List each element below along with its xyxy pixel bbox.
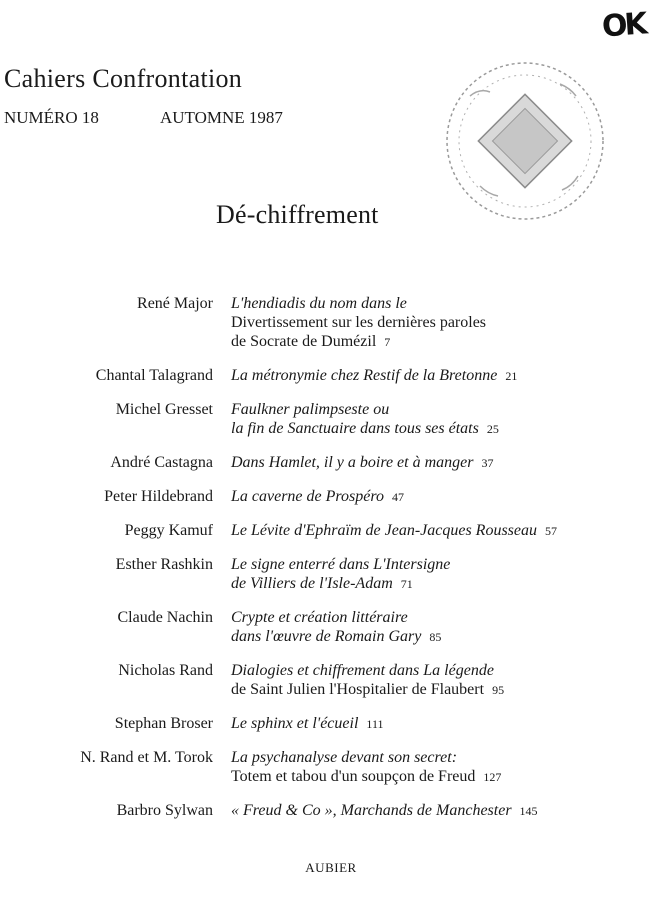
toc-author: André Castagna (110, 454, 213, 471)
toc-entry (0, 521, 662, 541)
toc-entry (0, 555, 662, 594)
toc-title: Crypte et création littéraire dans l'œuvre de Romain Gary 85 (231, 609, 442, 645)
toc-entry (0, 400, 662, 439)
toc-entry (0, 608, 662, 647)
toc-page: 145 (519, 804, 538, 818)
journal-title: Cahiers Confrontation (4, 64, 243, 93)
toc-author: Michel Gresset (115, 401, 213, 418)
toc-author: Stephan Broser (114, 715, 213, 732)
toc-author: René Major (137, 295, 213, 312)
toc-page: 57 (545, 524, 558, 538)
toc-title: Faulkner palimpseste ou la fin de Sanctuaire dans tous ses états 25 (231, 401, 499, 437)
toc-entry (0, 487, 662, 507)
toc-page: 71 (400, 577, 413, 591)
toc-title: L'hendiadis du nom dans le Divertissement sur les dernières paroles de Socrate de Dumézil 7 (231, 295, 487, 350)
toc-entry (0, 801, 662, 821)
toc-entry (0, 366, 662, 386)
toc-entry (0, 661, 662, 700)
toc-author: Peter Hildebrand (104, 488, 213, 505)
toc-page: 25 (486, 422, 499, 436)
toc-page: 47 (392, 490, 404, 504)
toc-page: 21 (505, 369, 518, 383)
toc-author: Barbro Sylwan (116, 802, 213, 819)
issue-theme: Dé-chiffrement (216, 200, 379, 229)
toc-page: 111 (366, 717, 384, 731)
toc-title: « Freud & Co », Marchands de Manchester 145 (231, 802, 538, 819)
toc-page: 85 (429, 630, 442, 644)
toc-entry (0, 748, 662, 787)
publisher-name: AUBIER (305, 860, 357, 875)
toc-author: Claude Nachin (117, 609, 213, 626)
toc-page: 95 (492, 683, 505, 697)
toc-title: Le Lévite d'Ephraïm de Jean-Jacques Rousseau 57 (231, 522, 558, 539)
table-of-contents (0, 294, 662, 835)
toc-page: 7 (384, 335, 391, 349)
toc-entry (0, 453, 662, 473)
toc-author: Chantal Talagrand (95, 367, 213, 384)
library-stamp-icon (440, 56, 610, 226)
toc-author: Peggy Kamuf (124, 522, 213, 539)
toc-author: Nicholas Rand (118, 662, 213, 679)
toc-title: Dialogies et chiffrement dans La légende de Saint Julien l'Hospitalier de Flaubert 95 (231, 662, 505, 698)
toc-title: La caverne de Prospéro 47 (231, 488, 404, 505)
toc-title: La métronymie chez Restif de la Bretonne 21 (231, 367, 518, 384)
toc-title: Le sphinx et l'écueil 111 (231, 715, 384, 732)
toc-entry (0, 294, 662, 352)
toc-title: Dans Hamlet, il y a boire et à manger 37 (231, 454, 494, 471)
toc-title: Le signe enterré dans L'Intersigne de Villiers de l'Isle-Adam 71 (231, 556, 451, 592)
handwritten-ok-mark: OK (600, 6, 646, 45)
toc-page: 127 (483, 770, 502, 784)
issue-season: AUTOMNE 1987 (160, 108, 283, 127)
issue-number: NUMÉRO 18 (4, 108, 99, 127)
toc-entry (0, 714, 662, 734)
toc-author: N. Rand et M. Torok (80, 749, 213, 766)
toc-title: La psychanalyse devant son secret: Totem et tabou d'un soupçon de Freud 127 (231, 749, 502, 785)
toc-page: 37 (481, 456, 494, 470)
toc-author: Esther Rashkin (115, 556, 213, 573)
